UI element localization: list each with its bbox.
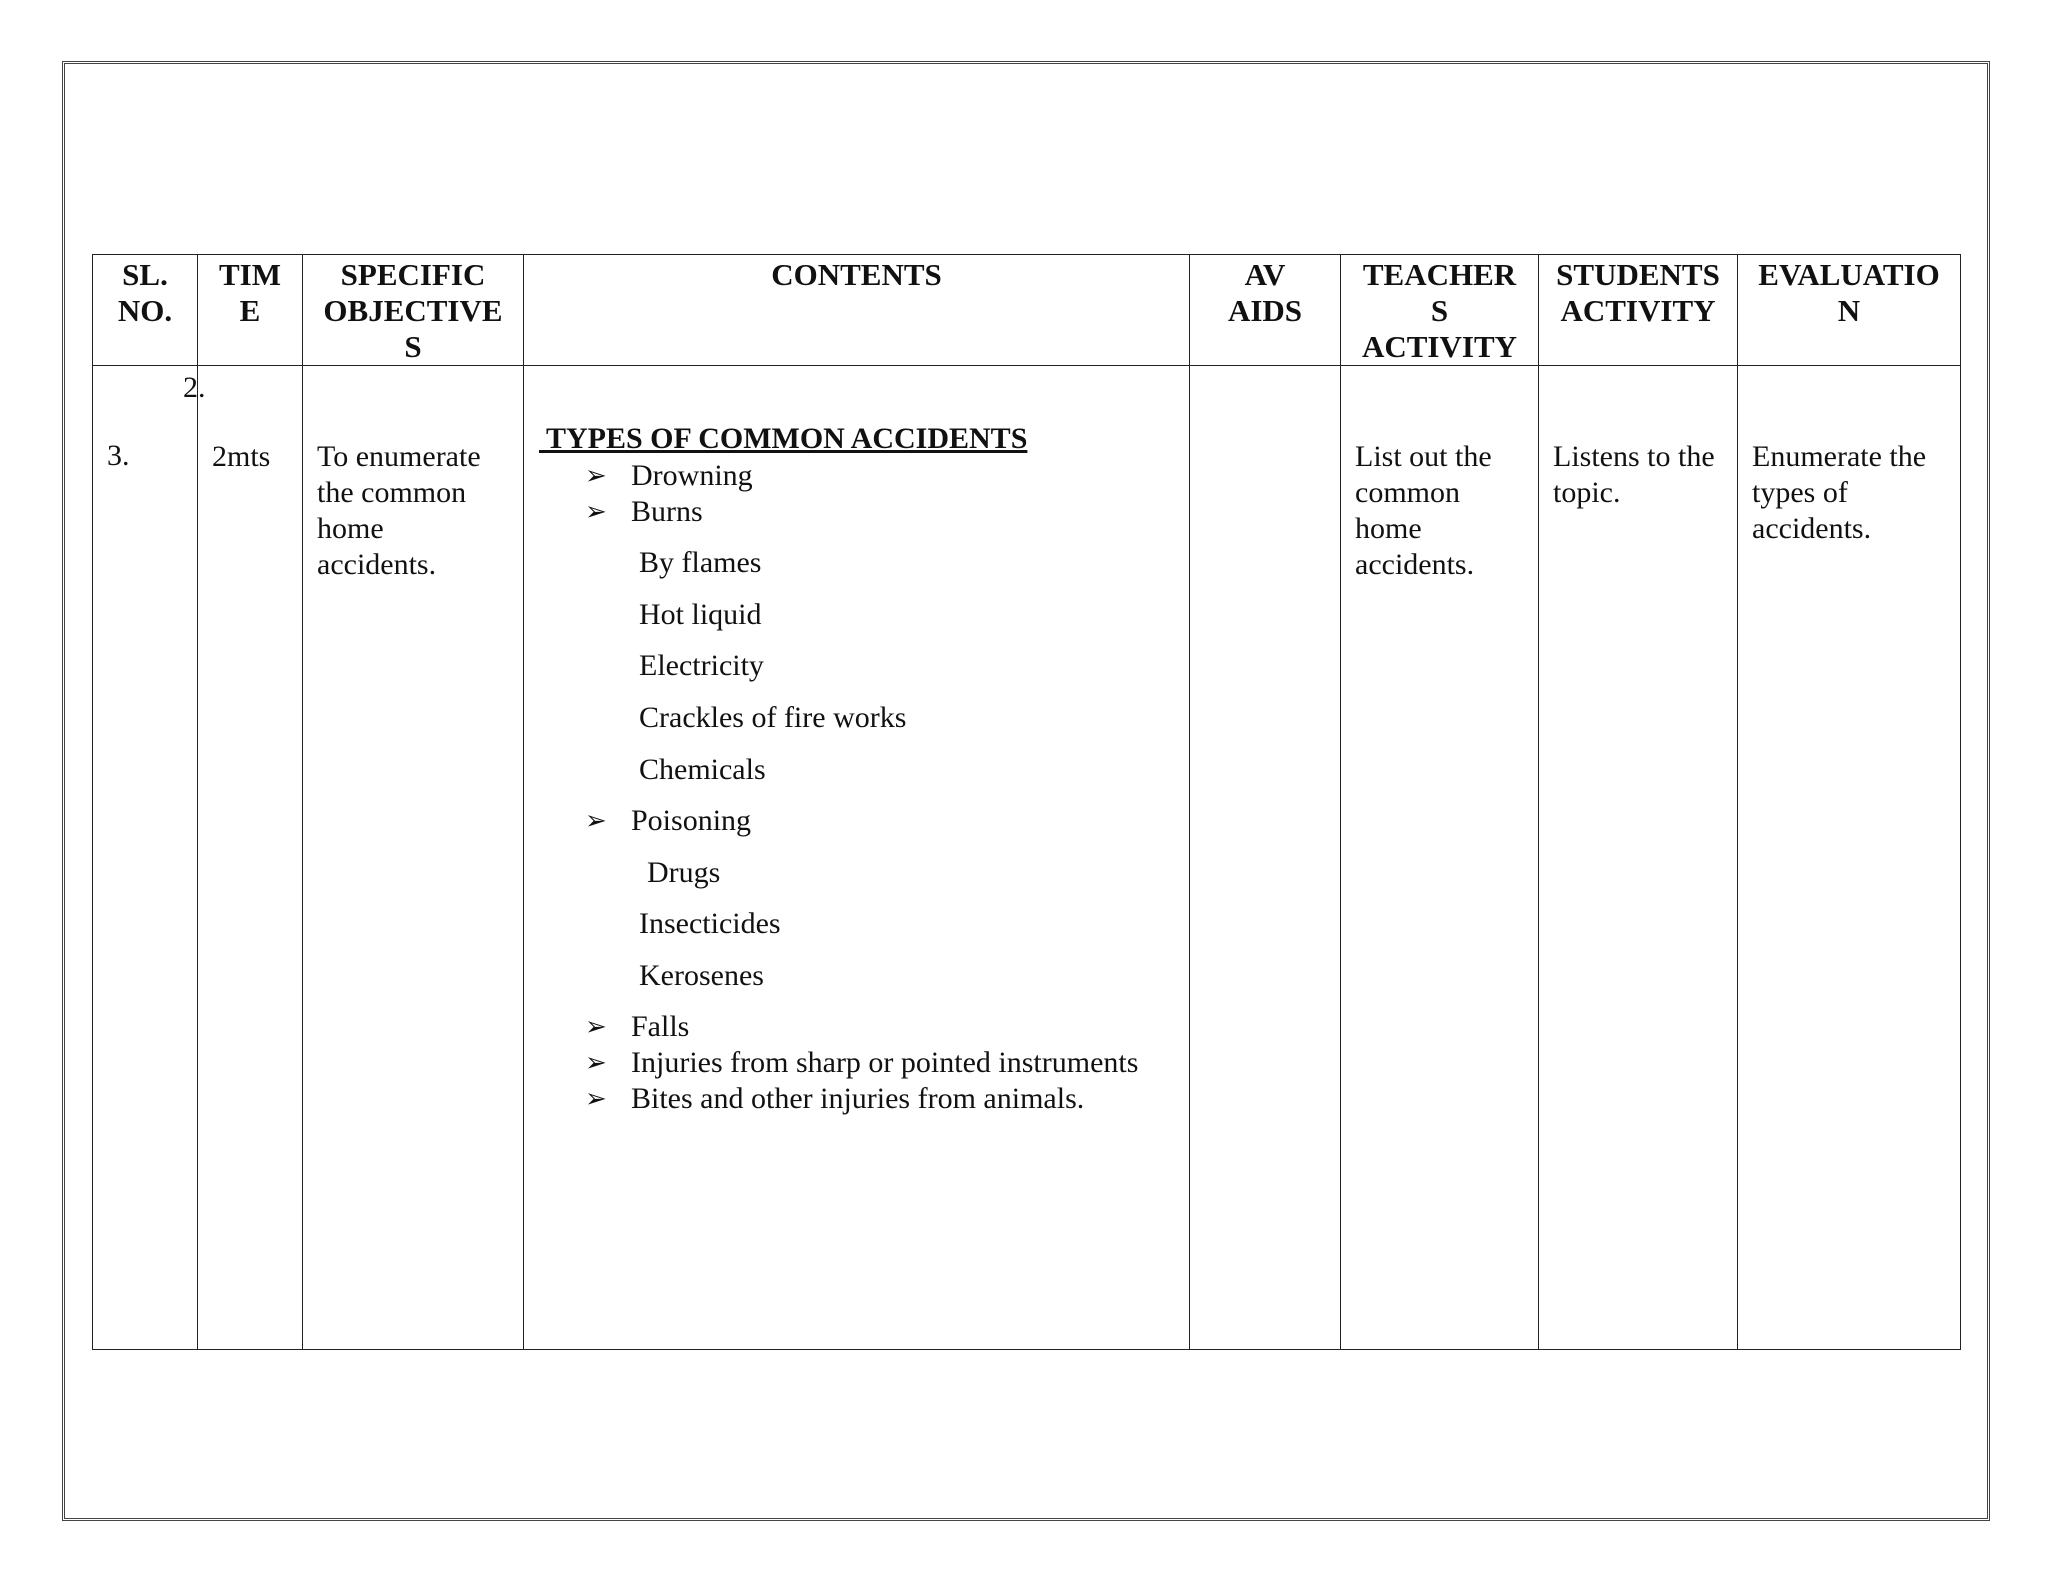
header-teachers-activity: TEACHER S ACTIVITY [1341, 255, 1539, 366]
time-value: 2mts [212, 440, 271, 473]
av-aids-value [1190, 366, 1340, 439]
header-time: TIM E [198, 255, 303, 366]
header-evaluation: EVALUATIO N [1738, 255, 1961, 366]
list-item-bites: Bites and other injuries from animals. [631, 1082, 1085, 1115]
bullet-arrow-icon: ➢ [585, 1012, 607, 1041]
header-row [93, 255, 1961, 366]
content-row [93, 366, 1961, 1350]
list-item-injuries: Injuries from sharp or pointed instruments [631, 1046, 1139, 1079]
students-activity-text: Listens to the topic. [1553, 440, 1715, 509]
sub-item: Crackles of fire works [639, 701, 907, 734]
header-sl-no: SL. NO. [93, 255, 198, 366]
header-students-activity: STUDENTS ACTIVITY [1539, 255, 1738, 366]
header-objectives: SPECIFIC OBJECTIVE S [303, 255, 524, 366]
bullet-arrow-icon: ➢ [585, 1048, 607, 1077]
contents-title: TYPES OF COMMON ACCIDENTS [539, 422, 1028, 455]
cell-av-aids [1190, 366, 1341, 1350]
list-item-poisoning: Poisoning [631, 804, 752, 837]
bullet-arrow-icon: ➢ [585, 461, 607, 490]
list-item-falls: Falls [631, 1010, 690, 1043]
objective-text: To enumerate the common home accidents. [317, 440, 481, 581]
list-item-drowning: Drowning [631, 459, 753, 492]
cell-teachers-activity [1341, 366, 1539, 1350]
bullet-arrow-icon: ➢ [585, 497, 607, 526]
cell-sl-no [93, 366, 206, 1350]
sub-item: Chemicals [639, 753, 766, 786]
cell-time [198, 366, 303, 1350]
list-item-burns: Burns [631, 495, 703, 528]
teachers-activity-text: List out the common home accidents. [1355, 440, 1492, 581]
sub-item: By flames [639, 546, 762, 579]
sub-item: Electricity [639, 649, 764, 682]
evaluation-text: Enumerate the types of accidents. [1752, 440, 1927, 545]
sub-item: Kerosenes [639, 959, 764, 992]
sub-item: Hot liquid [639, 598, 762, 631]
cell-students-activity [1539, 366, 1738, 1350]
previous-sl-number: 2. [183, 371, 206, 404]
cell-evaluation [1738, 366, 1961, 1350]
sub-item: Drugs [647, 856, 721, 889]
cell-contents [524, 366, 1190, 1350]
bullet-arrow-icon: ➢ [585, 1084, 607, 1113]
bullet-arrow-icon: ➢ [585, 806, 607, 835]
header-contents: CONTENTS [524, 255, 1190, 366]
sub-item: Insecticides [639, 907, 781, 940]
header-av-aids: AV AIDS [1190, 255, 1341, 366]
cell-objective [303, 366, 524, 1350]
sl-number: 3. [107, 439, 130, 472]
lesson-plan-table [92, 254, 1961, 1350]
